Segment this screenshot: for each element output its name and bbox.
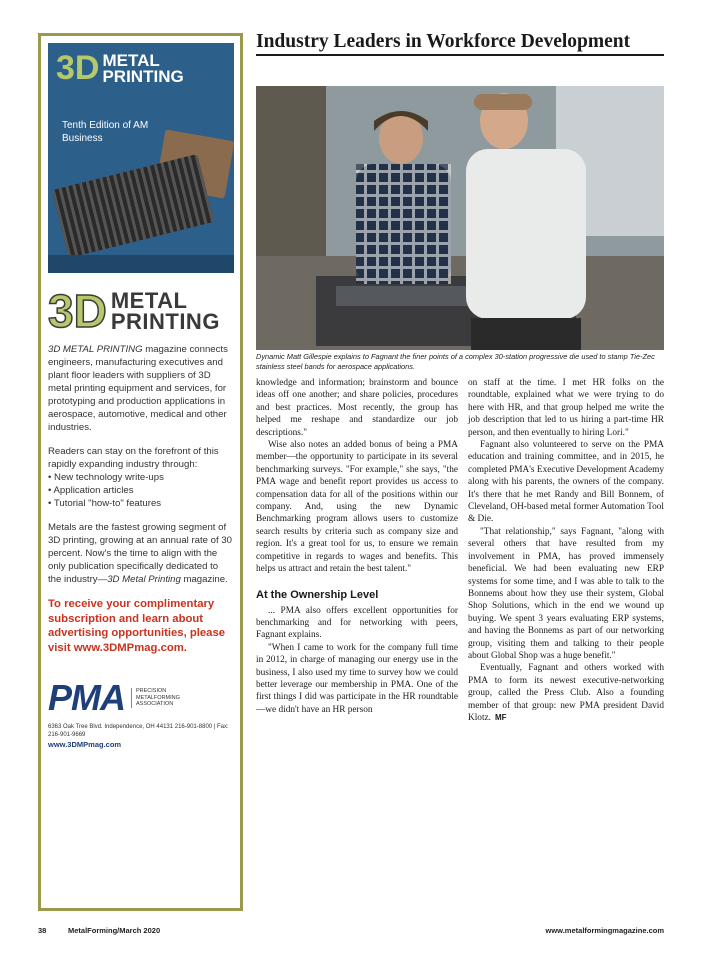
- article-paragraph: [468, 662, 664, 724]
- article-column-2: [468, 377, 664, 724]
- ad-magazine-name: 3D METAL PRINTING: [48, 344, 143, 355]
- photo-caption: Dynamic Matt Gillespie explains to Fagnant the finer points of a complex 30-station progressive die used to stamp Tie-Zec stainless steel bands for aerospace applications.: [256, 352, 655, 371]
- pma-logo: PMA: [48, 677, 125, 718]
- article-paragraph: knowledge and information; brainstorm and bounce ideas off one another; and share policies, procedures and best practices. Most recently, the group has helped me reshape and standardize our job descriptions.": [256, 378, 458, 438]
- cover-lattice-part-image: [52, 154, 214, 258]
- article-end-mark: MF: [494, 712, 507, 722]
- magazine-cover-image[interactable]: [48, 43, 234, 273]
- ad-growth-text: Metals are the fastest growing segment of 3D printing, growing at an annual rate of 30 percent. Now's the time to align with the only publication specifically dedicated to the industry—: [48, 522, 233, 585]
- ad-paragraph-intro: [48, 343, 234, 434]
- ad-paragraph-readers: [48, 445, 234, 471]
- ad-intro-text: magazine connects engineers, manufacturing executives and plant floor leaders with suppliers of 3D metal printing equipment and services, for prototyping and production applications in aerospace, automotive, medical and other industries.: [48, 344, 228, 433]
- page-footer: [38, 924, 664, 938]
- article-paragraph: on staff at the time. I met HR folks on the roundtable, explained what we were trying to do here with HR, and that group helped me write the job description that led to us hiring a part-time HR person, and then eventually to hiring Lori.": [468, 378, 664, 438]
- ad-growth-end: magazine.: [180, 574, 228, 585]
- ad-bullet-item: • New technology write-ups: [48, 471, 234, 484]
- ad-growth-magazine: 3D Metal Printing: [107, 574, 181, 585]
- workshop-photo-illustration: [256, 86, 664, 350]
- article-headline: Industry Leaders in Workforce Development: [256, 31, 664, 56]
- cover-logo: [56, 51, 184, 85]
- ad-readers-text: Readers can stay on the forefront of this rapidly expanding industry through:: [48, 446, 219, 470]
- pma-website-link[interactable]: www.3DMPmag.com: [48, 740, 122, 749]
- cover-logo-printing: PRINTING: [102, 67, 184, 86]
- article-photo: [256, 86, 664, 350]
- page-number: 38: [38, 926, 47, 935]
- cover-logo-metal: METAL: [102, 51, 160, 70]
- brand-logo-metal: METAL: [110, 288, 188, 313]
- article-paragraph: ... PMA also offers excellent opportunities for benchmarking and for networking with peers, Fagnant explains.: [256, 605, 458, 641]
- cover-issue-title: Tenth Edition of AM Business: [62, 120, 149, 144]
- article-paragraph: "When I came to work for the company full time in 2012, in charge of managing our energy use in the business, I also used my time to survey how we could better leverage our membership in PMA. One of the first things I did was participate in the HR roundtable—we didn't have an HR person: [256, 642, 458, 715]
- article-last-paragraph-text: Eventually, Fagnant and others worked with PMA to form its newest executive-networking group, called the Press Club. Also a founding member of that group: new PMA president David Klotz.: [468, 663, 664, 723]
- brand-logo: [48, 285, 234, 337]
- ad-paragraph-growth: [48, 521, 234, 586]
- publication-issue: MetalForming/March 2020: [68, 926, 161, 935]
- article-paragraph: "That relationship," says Fagnant, "along with several others that have resulted from my involvement in PMA, has proved immensely beneficial. We had been evaluating new ERP systems for some time, and I was able to talk to the Bonnems about how they use their system, Global Shop Solutions, which in the end we wound up buying. We spent 3 years evaluating ERP systems, and having the Bonnems as part of our networking group, visiting them and talking to their people about Global Shop was a huge benefit.": [468, 526, 664, 661]
- cover-footer-band: [48, 255, 234, 273]
- ad-copy: [48, 343, 234, 586]
- brand-logo-3d: 3D: [48, 285, 107, 337]
- article-subhead: At the Ownership Level: [256, 588, 379, 601]
- footer-website-link[interactable]: www.metalformingmagazine.com: [545, 926, 664, 935]
- subscription-cta-link[interactable]: To receive your complimentary subscription and learn about advertising opportunities, please visit www.3DMPmag.com.: [48, 598, 226, 654]
- pma-logo-block: [48, 677, 234, 718]
- ad-bullet-item: • Application articles: [48, 484, 234, 497]
- article-column-1: [256, 377, 458, 716]
- pma-address: 6363 Oak Tree Blvd. Independence, OH 44131 216-901-8800 | Fax: 216-901-9669: [48, 724, 229, 738]
- brand-logo-printing: PRINTING: [110, 309, 220, 334]
- pma-subtitle: PRECISION METALFORMING ASSOCIATION: [131, 688, 191, 708]
- ad-bullet-item: • Tutorial "how-to" features: [48, 497, 234, 510]
- ad-bullet-list: [48, 471, 234, 510]
- article-paragraph: Fagnant also volunteered to serve on the PMA education and training committee, and in 2015, he completed PMA's Executive Development Academy along with his parents, the owners of the company. It's there that he met Randy and Bill Bonnem, of Cleveland, OH-based metal former Automation Tool & Die.: [468, 440, 664, 525]
- sidebar-ad: [38, 33, 243, 911]
- cover-logo-3d: 3D: [56, 49, 100, 87]
- article-paragraph: Wise also notes an added bonus of being a PMA member—the opportunity to participate in its several benchmarking surveys. "For example," she says, "the PMA wage and benefit report provides us access to compensation data for all of the positions within our company. And, using the new Dynamic Benchmarking program allows users to customize search results by criteria such as company size and region. It's a great tool for us, to ensure we remain competitive in regards to wages and benefits. This helps us attract and retain the best talent.": [256, 440, 458, 575]
